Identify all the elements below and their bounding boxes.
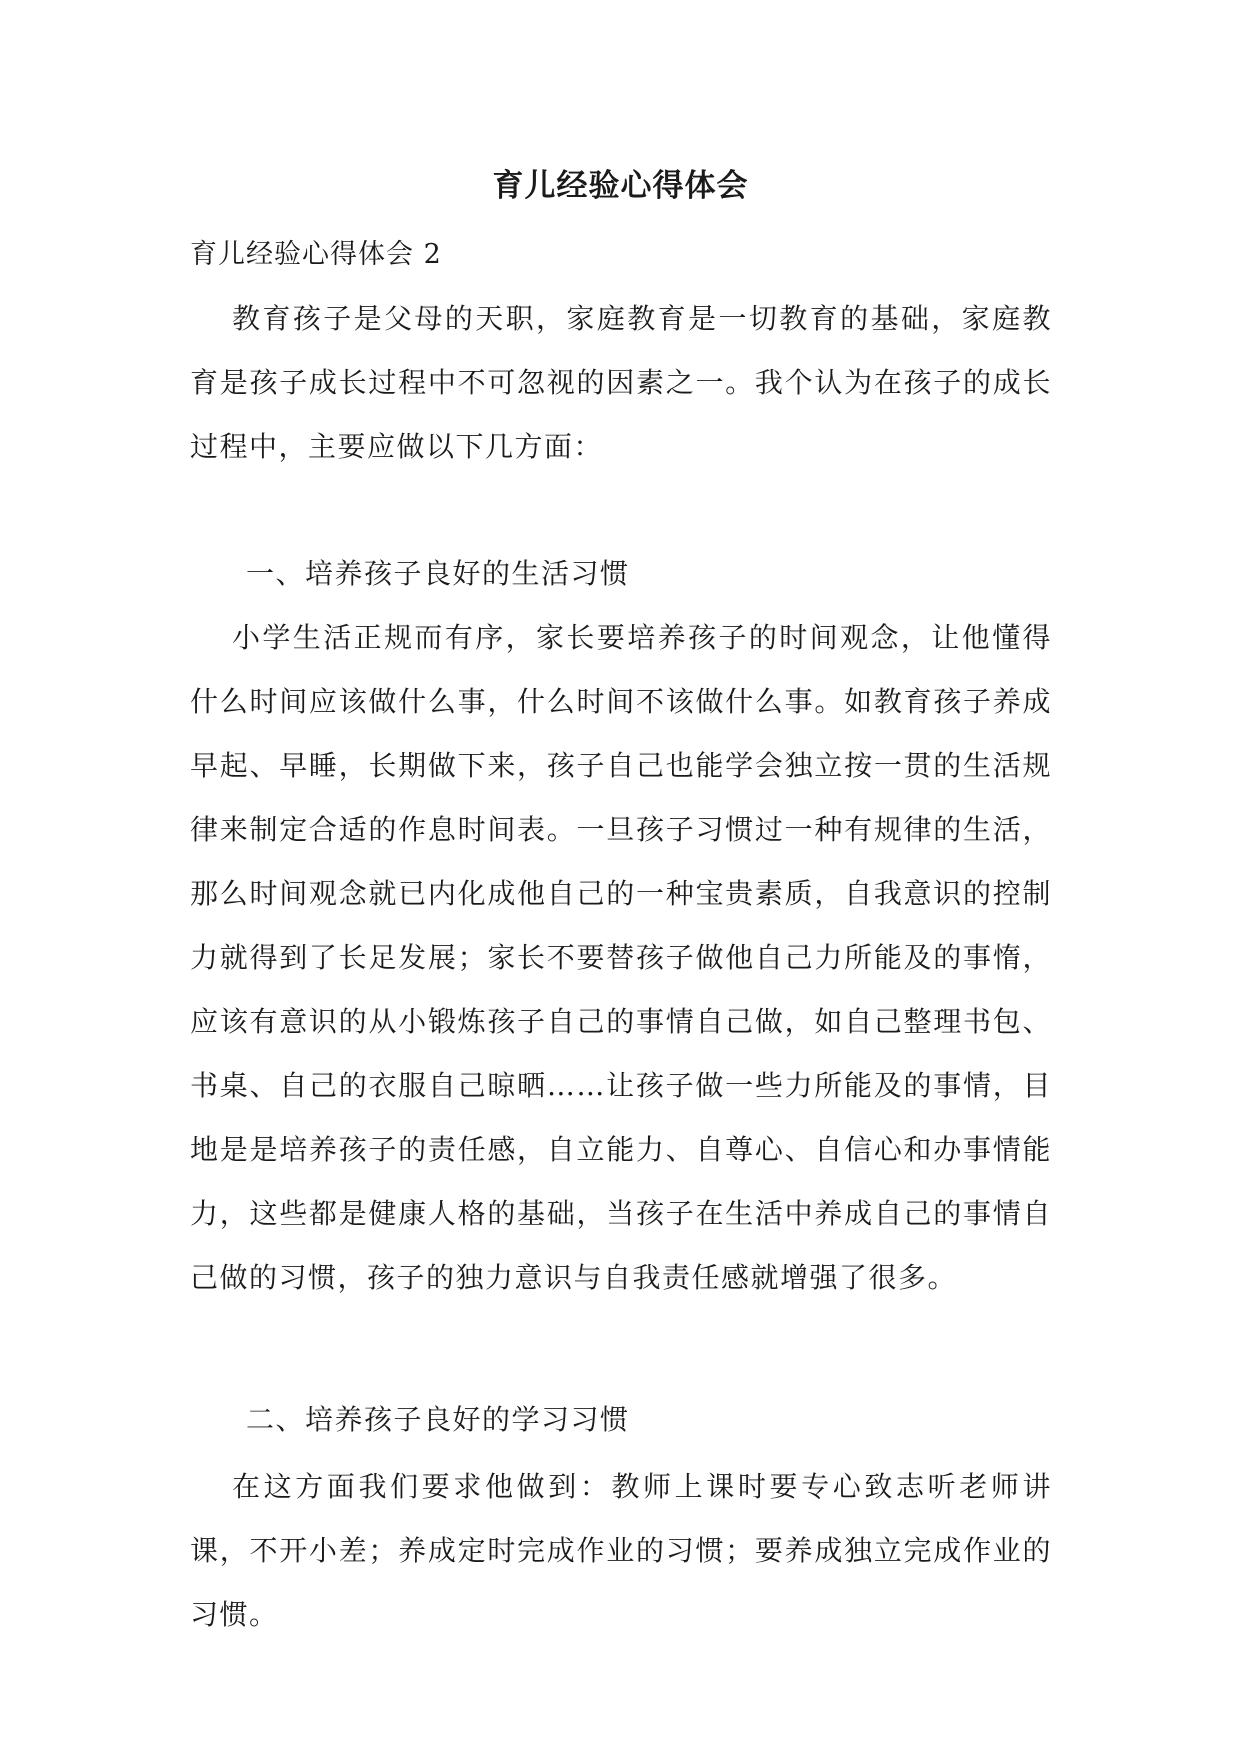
document-title: 育儿经验心得体会 [492, 168, 749, 204]
section-body-1: 小学生活正规而有序，家长要培养孩子的时间观念，让他懂得什么时间应该做什么事，什么时间不该做什么事。如教育孩子养成早起、早睡，长期做下来，孩子自己也能学会独立按一贯的生活规律来制定合适的作息时间表。一旦孩子习惯过一种有规律的生活，那么时间观念就已内化成他自己的一种宝贵素质，自我意识的控制力就得到了长足发展；家长不要替孩子做他自己力所能及的事惰，应该有意识的从小锻炼孩子自己的事情自己做，如自己整理书包、书桌、自己的衣服自己晾晒……让孩子做一些力所能及的事情，目地是是培养孩子的责任感，自立能力、自尊心、自信心和办事情能力，这些都是健康人格的基础，当孩子在生活中养成自己的事情自己做的习惯，孩子的独力意识与自我责任感就增强了很多。 [190, 621, 1052, 1294]
section-body-2: 在这方面我们要求他做到：教师上课时要专心致志听老师讲课，不开小差；养成定时完成作业的习惯；要养成独立完成作业的习惯。 [190, 1470, 1052, 1631]
section-heading-1: 一、培养孩子良好的生活习惯 [246, 557, 630, 590]
section-heading-2: 二、培养孩子良好的学习习惯 [246, 1403, 630, 1436]
intro-paragraph: 教育孩子是父母的天职，家庭教育是一切教育的基础，家庭教育是孩子成长过程中不可忽视的因素之一。我个认为在孩子的成长过程中，主要应做以下几方面： [190, 302, 1052, 463]
document-subtitle: 育儿经验心得体会 2 [190, 239, 442, 270]
